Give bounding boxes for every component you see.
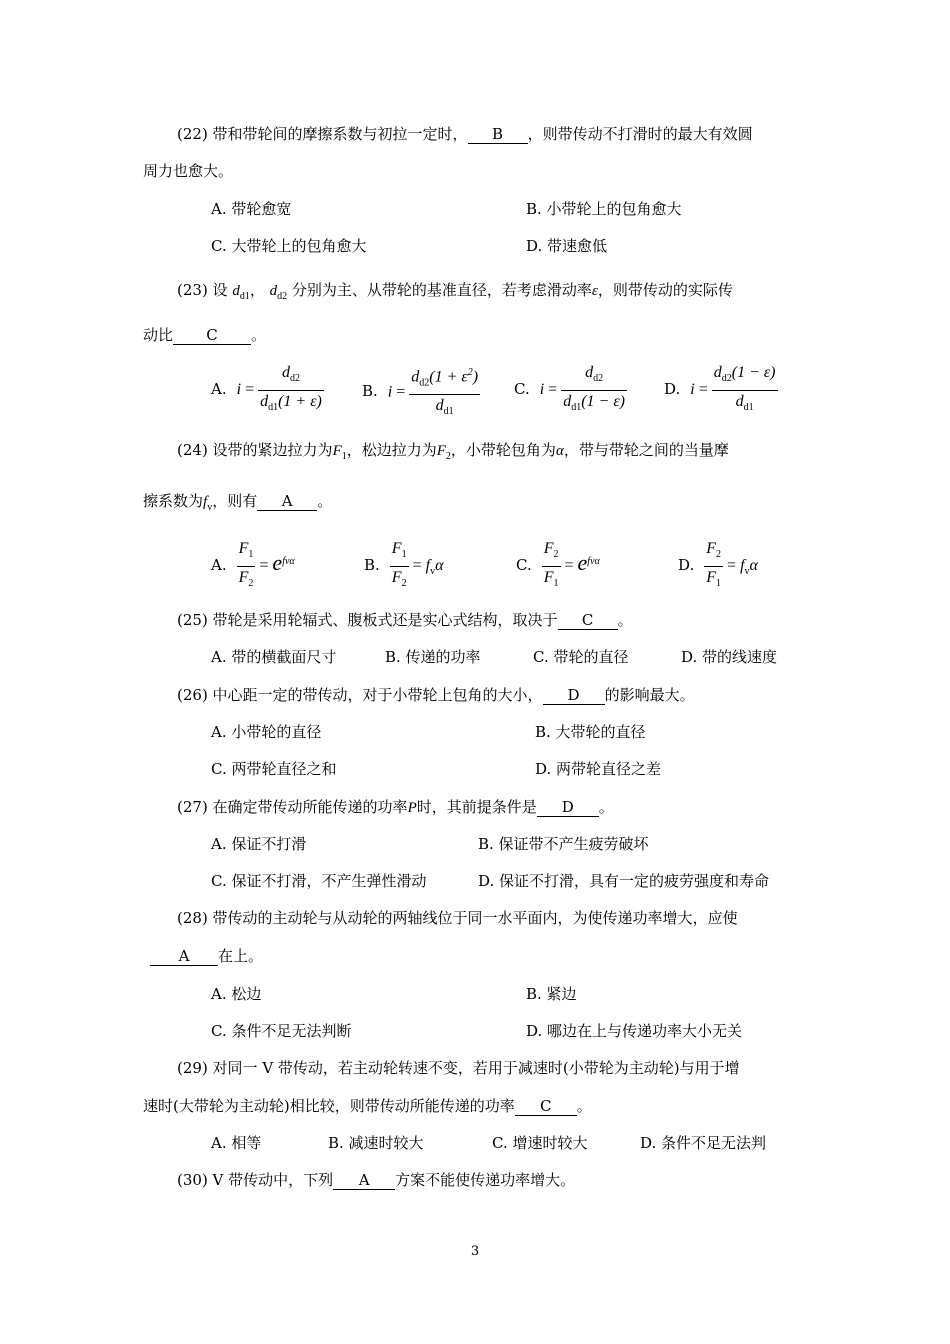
q28-stem-line1: (28) 带传动的主动轮与从动轮的两轴线位于同一水平面内，为使传递功率增大，应使 [177, 909, 738, 927]
q29-option-c: C. 增速时较大 [492, 1134, 588, 1152]
q23-eq: = [245, 381, 255, 399]
q24-answer-blank: A [257, 493, 317, 511]
q26-stem-b: 的影响最大。 [604, 686, 695, 704]
q23-option-b-label: B. [362, 382, 378, 401]
q23-d-fraction: $\frac{d_{d2}(1 - \varepsilon)}{d_{d1}}$ [713, 364, 776, 413]
q23-stem-a: (23) 设 [177, 281, 228, 299]
q23-option-a-label: A. [211, 380, 227, 399]
q24-eq: = [259, 557, 269, 575]
q24-alpha: α [555, 443, 564, 459]
q29-answer-blank: C [515, 1098, 577, 1116]
q24-e: e [272, 550, 283, 576]
q22-answer-blank: B [468, 126, 528, 144]
q24-b-fraction: $\frac{F_1}{F_2}$ [391, 540, 407, 589]
q22-option-b: B. 小带轮上的包角愈大 [526, 200, 682, 218]
q23-i: i [387, 383, 393, 401]
q26-stem [177, 685, 695, 705]
q28-option-c: C. 条件不足无法判断 [211, 1022, 352, 1040]
q28-answer-blank: A [150, 948, 218, 966]
q24-option-d-label: D. [678, 556, 695, 575]
q23-option-d-label: D. [664, 380, 681, 399]
q23-b-fraction: $\frac{d_{d2}(1 + \varepsilon^2)}{d_{d1}}$ [409, 362, 480, 423]
q28-stem-b: 在上。 [218, 947, 264, 965]
q24-eq: = [727, 557, 737, 575]
q27-P: P [407, 800, 417, 816]
q23-option-b [362, 362, 480, 423]
q26-option-b: B. 大带轮的直径 [535, 723, 646, 741]
q28-option-d: D. 哪边在上与传递功率大小无关 [526, 1022, 743, 1040]
q28-option-b: B. 紧边 [526, 985, 577, 1003]
q25-option-d: D. 带的线速度 [681, 648, 778, 666]
q23-option-a [211, 362, 324, 419]
q22-option-d: D. 带速愈低 [526, 237, 608, 255]
q23-stem-e: 。 [251, 326, 267, 344]
q23-eq: = [698, 381, 708, 399]
q28-stem-line2 [150, 946, 263, 966]
q23-answer-blank: C [173, 327, 251, 345]
q27-option-a: A. 保证不打滑 [211, 835, 307, 853]
q27-stem [177, 797, 614, 818]
q24-F1: $F_1$ [332, 443, 347, 462]
q23-i: i [690, 381, 695, 399]
q24-eq: = [564, 557, 574, 575]
q27-option-c: C. 保证不打滑，不产生弹性滑动 [211, 872, 427, 890]
q30-stem-a: (30) V 带传动中，下列 [177, 1171, 334, 1189]
q23-option-d [664, 362, 778, 419]
q24-e: e [577, 550, 588, 576]
q23-stem-c: ，则带传动的实际传 [597, 281, 733, 299]
q26-option-d: D. 两带轮直径之差 [535, 760, 662, 778]
q28-option-a: A. 松边 [211, 985, 262, 1003]
q23-option-c-label: C. [514, 380, 530, 399]
q23-option-c [514, 362, 627, 419]
q23-stem-d: 动比 [143, 326, 174, 344]
q29-stem-line2 [143, 1096, 592, 1116]
q27-stem-a: (27) 在确定带传动所能传递的功率 [177, 798, 408, 816]
q25-option-b: B. 传递的功率 [385, 648, 481, 666]
q29-option-b: B. 减速时较大 [328, 1134, 424, 1152]
q22-stem-line2: 周力也愈大。 [143, 162, 234, 180]
q24-option-c [516, 538, 600, 595]
q23-epsilon: ε [591, 283, 598, 299]
q26-option-c: C. 两带轮直径之和 [211, 760, 337, 778]
q24-option-c-label: C. [516, 556, 532, 575]
q30-stem-b: 方案不能使传递功率增大。 [395, 1171, 576, 1189]
q29-stem-line1: (29) 对同一 V 带传动，若主动轮转速不变，若用于减速时(小带轮为主动轮)与用于增 [177, 1059, 740, 1077]
q24-option-d [678, 538, 758, 595]
q24-F2: $F_2$ [436, 443, 451, 462]
q23-i: i [236, 381, 242, 399]
q30-answer-blank: A [333, 1172, 395, 1190]
q22-stem-line1 [177, 124, 753, 144]
q23-sep: ， [249, 281, 265, 299]
q23-d2-symbol: $d_{d2}$ [269, 283, 288, 302]
q24-fv-alpha: $f_v\alpha$ [740, 557, 758, 578]
q23-d1-symbol: $d_{d1}$ [232, 283, 250, 302]
q25-stem-a: (25) 带轮是采用轮辐式、腹板式还是实心式结构，取决于 [177, 611, 558, 629]
q23-c-fraction: $\frac{d_{d2}}{d_{d1}(1 - \varepsilon)}$ [563, 364, 625, 413]
q22-option-c: C. 大带轮上的包角愈大 [211, 237, 367, 255]
q24-exponent: fvα [587, 555, 600, 567]
q23-stem-b: 分别为主、从带轮的基准直径，若考虑滑动率 [291, 281, 592, 299]
q27-stem-b: 时，其前提条件是 [416, 798, 537, 816]
q24-stem-e: 擦系数为 [143, 492, 204, 510]
q23-i: i [539, 381, 545, 399]
q26-stem-a: (26) 中心距一定的带传动，对于小带轮上包角的大小， [177, 686, 543, 704]
q24-stem-a: (24) 设带的紧边拉力为 [177, 441, 333, 459]
q27-option-b: B. 保证带不产生疲劳破坏 [478, 835, 649, 853]
q24-c-fraction: $\frac{F_2}{F_1}$ [543, 540, 559, 589]
q24-option-a-label: A. [211, 556, 227, 575]
q24-stem-c: ，小带轮包角为 [450, 441, 556, 459]
q24-exponent: fvα [282, 555, 295, 567]
q29-option-d: D. 条件不足无法判 [640, 1134, 767, 1152]
q24-stem-line1 [177, 440, 729, 467]
q22-stem-b: ，则带传动不打滑时的最大有效圆 [527, 125, 753, 143]
q22-stem-a: (22) 带和带轮间的摩擦系数与初拉一定时， [177, 125, 468, 143]
q23-a-fraction: $\frac{d_{d2}}{d_{d1}(1 + \varepsilon)}$ [260, 364, 322, 413]
q23-stem-line2 [143, 325, 266, 345]
q23-eq: = [396, 383, 406, 401]
q26-option-a: A. 小带轮的直径 [211, 723, 322, 741]
q27-option-d: D. 保证不打滑，具有一定的疲劳强度和寿命 [478, 872, 770, 890]
q24-stem-b: ，松边拉力为 [346, 441, 437, 459]
q24-stem-f: ，则有 [212, 492, 258, 510]
q23-eq: = [548, 381, 558, 399]
q25-answer-blank: C [558, 612, 618, 630]
q30-stem [177, 1170, 575, 1190]
q25-stem [177, 610, 633, 630]
q22-option-a: A. 带轮愈宽 [211, 200, 292, 218]
q29-option-a: A. 相等 [211, 1134, 262, 1152]
q25-option-a: A. 带的横截面尺寸 [211, 648, 337, 666]
q27-stem-c: 。 [598, 798, 614, 816]
q29-stem-b: 。 [576, 1097, 592, 1115]
q24-eq: = [412, 557, 422, 575]
q23-stem-line1 [177, 280, 733, 307]
q24-fv-alpha: $f_v\alpha$ [425, 557, 444, 578]
q29-stem-a: 速时(大带轮为主动轮)相比较，则带传动所能传递的功率 [143, 1097, 515, 1115]
q24-d-fraction: $\frac{F_2}{F_1}$ [706, 540, 722, 589]
q26-answer-blank: D [543, 687, 605, 705]
q24-stem-g: 。 [317, 492, 333, 510]
q24-a-fraction: $\frac{F_1}{F_2}$ [238, 540, 254, 589]
q25-option-c: C. 带轮的直径 [533, 648, 629, 666]
q27-answer-blank: D [537, 799, 599, 817]
q24-option-b [364, 538, 443, 595]
page-number: 3 [470, 1244, 480, 1259]
q24-fv: $f_v$ [203, 494, 213, 513]
q24-option-b-label: B. [364, 556, 380, 575]
q25-stem-b: 。 [617, 611, 633, 629]
q24-stem-d: ，带与带轮之间的当量摩 [563, 441, 729, 459]
q24-stem-line2 [143, 491, 332, 518]
q24-option-a [211, 538, 295, 595]
